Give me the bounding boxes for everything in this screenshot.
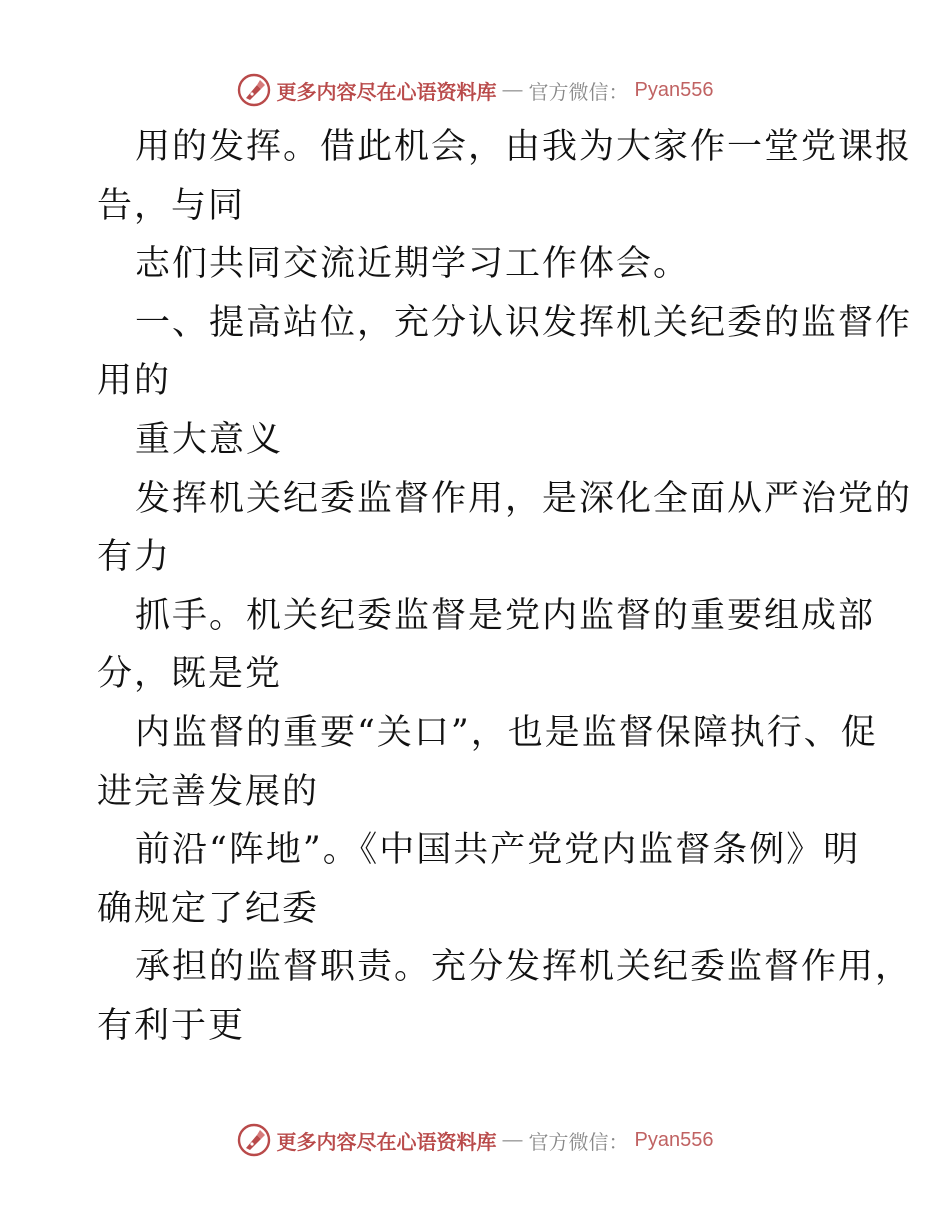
text-line: 确规定了纪委: [97, 888, 320, 929]
banner-wechat-label: 官方微信：: [528, 79, 629, 104]
banner-wechat-id: Pyan556: [634, 78, 714, 101]
text-line: 前沿“阵地”。《中国共产党党内监督条例》明: [135, 830, 861, 871]
banner-wechat-id: Pyan556: [634, 1128, 714, 1151]
text-line: 告，与同: [97, 185, 246, 226]
text-line: 志们共同交流近期学习工作体会。: [135, 244, 691, 285]
header-banner-content: [237, 73, 714, 107]
text-line: 分，既是党: [97, 654, 283, 695]
banner-separator: —: [502, 78, 523, 101]
banner-wechat-label: 官方微信：: [528, 1129, 629, 1154]
text-line: 发挥机关纪委监督作用，是深化全面从严治党的: [135, 478, 913, 519]
section-heading-line: 用的: [97, 361, 172, 402]
text-line: 抓手。机关纪委监督是党内监督的重要组成部: [135, 595, 876, 636]
banner-separator: —: [502, 1128, 523, 1151]
header-banner: [0, 70, 950, 110]
text-line: 承担的监督职责。充分发挥机关纪委监督作用，: [135, 947, 913, 988]
document-body: [97, 118, 913, 1056]
text-line: 进完善发展的: [97, 771, 320, 812]
section-heading-line: 一、提高站位，充分认识发挥机关纪委的监督作: [135, 302, 913, 343]
footer-banner: [0, 1120, 950, 1160]
footer-banner-content: [237, 1123, 714, 1157]
banner-slogan: 更多内容尽在心语资料库: [276, 79, 497, 104]
pen-nib-logo-icon: [237, 1123, 271, 1157]
section-heading-line: 重大意义: [135, 419, 284, 460]
text-line: 用的发挥。借此机会，由我为大家作一堂党课报: [135, 127, 913, 167]
text-line: 内监督的重要“关口”，也是监督保障执行、促: [135, 712, 878, 753]
text-line: 有力: [97, 537, 172, 578]
text-line: 有利于更: [97, 1005, 246, 1046]
pen-nib-logo-icon: [237, 73, 271, 107]
banner-slogan: 更多内容尽在心语资料库: [276, 1129, 497, 1154]
